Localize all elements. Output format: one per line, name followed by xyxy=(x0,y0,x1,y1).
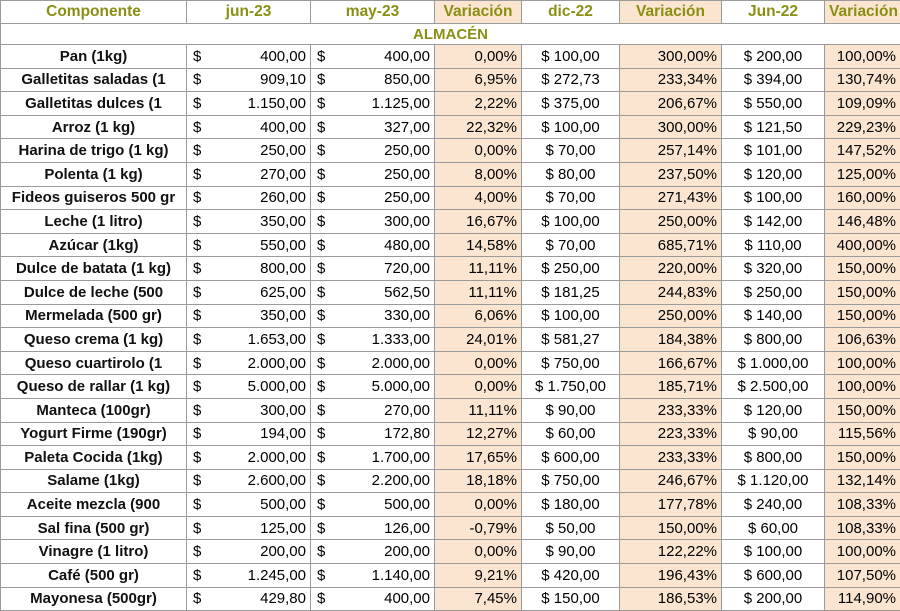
jun-22-value-cell[interactable]: $ 800,00 xyxy=(722,446,825,470)
variacion-1-cell[interactable]: 18,18% xyxy=(435,469,522,493)
variacion-2-cell[interactable]: 122,22% xyxy=(620,540,722,564)
variacion-3-cell[interactable]: 115,56% xyxy=(825,422,900,446)
variacion-2-cell[interactable]: 233,34% xyxy=(620,68,722,92)
currency-symbol[interactable]: $ xyxy=(311,516,341,540)
row-name-cell[interactable]: Sal fina (500 gr) xyxy=(1,516,187,540)
currency-symbol[interactable]: $ xyxy=(311,233,341,257)
variacion-1-cell[interactable]: 0,00% xyxy=(435,493,522,517)
jun-22-value-cell[interactable]: $ 101,00 xyxy=(722,139,825,163)
row-name-cell[interactable]: Vinagre (1 litro) xyxy=(1,540,187,564)
variacion-1-cell[interactable]: 9,21% xyxy=(435,564,522,588)
table-row xyxy=(1,45,900,69)
currency-symbol[interactable]: $ xyxy=(311,469,341,493)
jun-23-value-cell[interactable]: 800,00 xyxy=(217,257,311,281)
jun-22-value-cell[interactable]: $ 140,00 xyxy=(722,304,825,328)
dic-22-value-cell[interactable]: $ 50,00 xyxy=(522,516,620,540)
row-name-cell[interactable]: Dulce de leche (500 xyxy=(1,280,187,304)
variacion-2-cell[interactable]: 300,00% xyxy=(620,115,722,139)
dic-22-value-cell[interactable]: $ 750,00 xyxy=(522,351,620,375)
variacion-1-cell[interactable]: -0,79% xyxy=(435,516,522,540)
variacion-2-cell[interactable]: 233,33% xyxy=(620,446,722,470)
dic-22-value-cell[interactable]: $ 100,00 xyxy=(522,304,620,328)
jun-22-value-cell[interactable]: $ 121,50 xyxy=(722,115,825,139)
table-row xyxy=(1,210,900,234)
table-row xyxy=(1,162,900,186)
variacion-1-cell[interactable]: 7,45% xyxy=(435,587,522,611)
table-row xyxy=(1,587,900,611)
variacion-1-cell[interactable]: 6,95% xyxy=(435,68,522,92)
jun-23-value-cell[interactable]: 500,00 xyxy=(217,493,311,517)
row-name-cell[interactable]: Harina de trigo (1 kg) xyxy=(1,139,187,163)
currency-symbol[interactable]: $ xyxy=(187,493,217,517)
dic-22-value-cell[interactable]: $ 750,00 xyxy=(522,469,620,493)
jun-22-value-cell[interactable]: $ 250,00 xyxy=(722,280,825,304)
jun-22-value-cell[interactable]: $ 1.000,00 xyxy=(722,351,825,375)
dic-22-value-cell[interactable]: $ 180,00 xyxy=(522,493,620,517)
jun-22-value-cell[interactable]: $ 394,00 xyxy=(722,68,825,92)
variacion-3-cell[interactable]: 108,33% xyxy=(825,516,900,540)
jun-22-value-cell[interactable]: $ 2.500,00 xyxy=(722,375,825,399)
currency-symbol[interactable]: $ xyxy=(311,304,341,328)
variacion-1-cell[interactable]: 16,67% xyxy=(435,210,522,234)
row-name-cell[interactable]: Arroz (1 kg) xyxy=(1,115,187,139)
jun-23-value-cell[interactable]: 350,00 xyxy=(217,210,311,234)
currency-symbol[interactable]: $ xyxy=(187,210,217,234)
variacion-1-cell[interactable]: 0,00% xyxy=(435,351,522,375)
row-name-cell[interactable]: Dulce de batata (1 kg) xyxy=(1,257,187,281)
currency-symbol[interactable]: $ xyxy=(311,257,341,281)
header-dic-22[interactable]: dic-22 xyxy=(522,1,620,24)
may-23-value-cell[interactable]: 1.700,00 xyxy=(341,446,435,470)
jun-23-value-cell[interactable]: 2.000,00 xyxy=(217,351,311,375)
row-name-cell[interactable]: Queso de rallar (1 kg) xyxy=(1,375,187,399)
table-row xyxy=(1,422,900,446)
table-row xyxy=(1,328,900,352)
variacion-2-cell[interactable]: 250,00% xyxy=(620,210,722,234)
may-23-value-cell[interactable]: 172,80 xyxy=(341,422,435,446)
dic-22-value-cell[interactable]: $ 60,00 xyxy=(522,422,620,446)
section-row xyxy=(1,24,900,45)
may-23-value-cell[interactable]: 500,00 xyxy=(341,493,435,517)
variacion-2-cell[interactable]: 244,83% xyxy=(620,280,722,304)
currency-symbol[interactable]: $ xyxy=(187,115,217,139)
jun-22-value-cell[interactable]: $ 320,00 xyxy=(722,257,825,281)
table-row xyxy=(1,115,900,139)
row-name-cell[interactable]: Mayonesa (500gr) xyxy=(1,587,187,611)
dic-22-value-cell[interactable]: $ 581,27 xyxy=(522,328,620,352)
jun-23-value-cell[interactable]: 200,00 xyxy=(217,540,311,564)
dic-22-value-cell[interactable]: $ 70,00 xyxy=(522,186,620,210)
jun-22-value-cell[interactable]: $ 240,00 xyxy=(722,493,825,517)
may-23-value-cell[interactable]: 1.140,00 xyxy=(341,564,435,588)
variacion-3-cell[interactable]: 150,00% xyxy=(825,280,900,304)
row-name-cell[interactable]: Yogurt Firme (190gr) xyxy=(1,422,187,446)
variacion-2-cell[interactable]: 220,00% xyxy=(620,257,722,281)
table-row xyxy=(1,516,900,540)
currency-symbol[interactable]: $ xyxy=(187,45,217,69)
row-name-cell[interactable]: Pan (1kg) xyxy=(1,45,187,69)
currency-symbol[interactable]: $ xyxy=(311,493,341,517)
jun-23-value-cell[interactable]: 300,00 xyxy=(217,398,311,422)
may-23-value-cell[interactable]: 480,00 xyxy=(341,233,435,257)
variacion-2-cell[interactable]: 166,67% xyxy=(620,351,722,375)
jun-23-value-cell[interactable]: 1.245,00 xyxy=(217,564,311,588)
variacion-1-cell[interactable]: 11,11% xyxy=(435,280,522,304)
variacion-2-cell[interactable]: 177,78% xyxy=(620,493,722,517)
jun-23-value-cell[interactable]: 2.000,00 xyxy=(217,446,311,470)
table-row xyxy=(1,139,900,163)
table-row xyxy=(1,564,900,588)
currency-symbol[interactable]: $ xyxy=(311,210,341,234)
jun-23-value-cell[interactable]: 270,00 xyxy=(217,162,311,186)
variacion-3-cell[interactable]: 100,00% xyxy=(825,540,900,564)
variacion-3-cell[interactable]: 132,14% xyxy=(825,469,900,493)
currency-symbol[interactable]: $ xyxy=(187,375,217,399)
row-name-cell[interactable]: Mermelada (500 gr) xyxy=(1,304,187,328)
variacion-1-cell[interactable]: 0,00% xyxy=(435,45,522,69)
section-title[interactable]: ALMACÉN xyxy=(1,24,900,45)
dic-22-value-cell[interactable]: $ 420,00 xyxy=(522,564,620,588)
variacion-3-cell[interactable]: 100,00% xyxy=(825,351,900,375)
may-23-value-cell[interactable]: 200,00 xyxy=(341,540,435,564)
variacion-1-cell[interactable]: 4,00% xyxy=(435,186,522,210)
currency-symbol[interactable]: $ xyxy=(311,328,341,352)
variacion-2-cell[interactable]: 233,33% xyxy=(620,398,722,422)
currency-symbol[interactable]: $ xyxy=(187,422,217,446)
table-row xyxy=(1,304,900,328)
dic-22-value-cell[interactable]: $ 181,25 xyxy=(522,280,620,304)
may-23-value-cell[interactable]: 720,00 xyxy=(341,257,435,281)
variacion-1-cell[interactable]: 24,01% xyxy=(435,328,522,352)
currency-symbol[interactable]: $ xyxy=(311,92,341,116)
currency-symbol[interactable]: $ xyxy=(187,68,217,92)
jun-23-value-cell[interactable]: 909,10 xyxy=(217,68,311,92)
currency-symbol[interactable]: $ xyxy=(187,351,217,375)
currency-symbol[interactable]: $ xyxy=(311,45,341,69)
dic-22-value-cell[interactable]: $ 80,00 xyxy=(522,162,620,186)
may-23-value-cell[interactable]: 250,00 xyxy=(341,186,435,210)
currency-symbol[interactable]: $ xyxy=(187,469,217,493)
jun-23-value-cell[interactable]: 625,00 xyxy=(217,280,311,304)
currency-symbol[interactable]: $ xyxy=(311,375,341,399)
currency-symbol[interactable]: $ xyxy=(187,564,217,588)
jun-22-value-cell[interactable]: $ 800,00 xyxy=(722,328,825,352)
currency-symbol[interactable]: $ xyxy=(311,398,341,422)
dic-22-value-cell[interactable]: $ 100,00 xyxy=(522,45,620,69)
variacion-1-cell[interactable]: 12,27% xyxy=(435,422,522,446)
variacion-3-cell[interactable]: 114,90% xyxy=(825,587,900,611)
dic-22-value-cell[interactable]: $ 600,00 xyxy=(522,446,620,470)
dic-22-value-cell[interactable]: $ 272,73 xyxy=(522,68,620,92)
currency-symbol[interactable]: $ xyxy=(187,257,217,281)
variacion-3-cell[interactable]: 160,00% xyxy=(825,186,900,210)
jun-23-value-cell[interactable]: 429,80 xyxy=(217,587,311,611)
jun-23-value-cell[interactable]: 250,00 xyxy=(217,139,311,163)
variacion-2-cell[interactable]: 246,67% xyxy=(620,469,722,493)
variacion-2-cell[interactable]: 196,43% xyxy=(620,564,722,588)
variacion-3-cell[interactable]: 109,09% xyxy=(825,92,900,116)
currency-symbol[interactable]: $ xyxy=(187,328,217,352)
may-23-value-cell[interactable]: 250,00 xyxy=(341,139,435,163)
may-23-value-cell[interactable]: 126,00 xyxy=(341,516,435,540)
row-name-cell[interactable]: Café (500 gr) xyxy=(1,564,187,588)
row-name-cell[interactable]: Galletitas saladas (1 xyxy=(1,68,187,92)
table-row xyxy=(1,446,900,470)
jun-23-value-cell[interactable]: 400,00 xyxy=(217,115,311,139)
table-row xyxy=(1,280,900,304)
currency-symbol[interactable]: $ xyxy=(311,564,341,588)
jun-22-value-cell[interactable]: $ 142,00 xyxy=(722,210,825,234)
variacion-3-cell[interactable]: 150,00% xyxy=(825,257,900,281)
currency-symbol[interactable]: $ xyxy=(187,587,217,611)
currency-symbol[interactable]: $ xyxy=(311,351,341,375)
table-row xyxy=(1,398,900,422)
jun-22-value-cell[interactable]: $ 60,00 xyxy=(722,516,825,540)
header-jun-22[interactable]: Jun-22 xyxy=(722,1,825,24)
variacion-1-cell[interactable]: 22,32% xyxy=(435,115,522,139)
table-row xyxy=(1,540,900,564)
jun-23-value-cell[interactable]: 1.150,00 xyxy=(217,92,311,116)
variacion-2-cell[interactable]: 223,33% xyxy=(620,422,722,446)
variacion-1-cell[interactable]: 11,11% xyxy=(435,398,522,422)
header-componente[interactable]: Componente xyxy=(1,1,187,24)
jun-22-value-cell[interactable]: $ 100,00 xyxy=(722,186,825,210)
dic-22-value-cell[interactable]: $ 250,00 xyxy=(522,257,620,281)
currency-symbol[interactable]: $ xyxy=(187,280,217,304)
row-name-cell[interactable]: Queso cuartirolo (1 xyxy=(1,351,187,375)
may-23-value-cell[interactable]: 330,00 xyxy=(341,304,435,328)
variacion-1-cell[interactable]: 0,00% xyxy=(435,375,522,399)
may-23-value-cell[interactable]: 562,50 xyxy=(341,280,435,304)
dic-22-value-cell[interactable]: $ 375,00 xyxy=(522,92,620,116)
jun-23-value-cell[interactable]: 350,00 xyxy=(217,304,311,328)
variacion-1-cell[interactable]: 2,22% xyxy=(435,92,522,116)
dic-22-value-cell[interactable]: $ 90,00 xyxy=(522,398,620,422)
table-row xyxy=(1,257,900,281)
may-23-value-cell[interactable]: 5.000,00 xyxy=(341,375,435,399)
jun-23-value-cell[interactable]: 260,00 xyxy=(217,186,311,210)
jun-23-value-cell[interactable]: 2.600,00 xyxy=(217,469,311,493)
header-variacion-2[interactable]: Variación xyxy=(620,1,722,24)
variacion-2-cell[interactable]: 271,43% xyxy=(620,186,722,210)
currency-symbol[interactable]: $ xyxy=(187,304,217,328)
currency-symbol[interactable]: $ xyxy=(187,139,217,163)
jun-22-value-cell[interactable]: $ 110,00 xyxy=(722,233,825,257)
may-23-value-cell[interactable]: 2.200,00 xyxy=(341,469,435,493)
table-row xyxy=(1,92,900,116)
row-name-cell[interactable]: Salame (1kg) xyxy=(1,469,187,493)
variacion-3-cell[interactable]: 106,63% xyxy=(825,328,900,352)
variacion-3-cell[interactable]: 100,00% xyxy=(825,45,900,69)
dic-22-value-cell[interactable]: $ 100,00 xyxy=(522,210,620,234)
row-name-cell[interactable]: Paleta Cocida (1kg) xyxy=(1,446,187,470)
jun-23-value-cell[interactable]: 1.653,00 xyxy=(217,328,311,352)
dic-22-value-cell[interactable]: $ 70,00 xyxy=(522,139,620,163)
currency-symbol[interactable]: $ xyxy=(187,233,217,257)
variacion-2-cell[interactable]: 150,00% xyxy=(620,516,722,540)
currency-symbol[interactable]: $ xyxy=(311,422,341,446)
variacion-3-cell[interactable]: 150,00% xyxy=(825,398,900,422)
variacion-3-cell[interactable]: 108,33% xyxy=(825,493,900,517)
may-23-value-cell[interactable]: 300,00 xyxy=(341,210,435,234)
may-23-value-cell[interactable]: 270,00 xyxy=(341,398,435,422)
variacion-2-cell[interactable]: 300,00% xyxy=(620,45,722,69)
jun-23-value-cell[interactable]: 5.000,00 xyxy=(217,375,311,399)
may-23-value-cell[interactable]: 327,00 xyxy=(341,115,435,139)
variacion-1-cell[interactable]: 14,58% xyxy=(435,233,522,257)
variacion-3-cell[interactable]: 150,00% xyxy=(825,304,900,328)
variacion-2-cell[interactable]: 185,71% xyxy=(620,375,722,399)
jun-22-value-cell[interactable]: $ 100,00 xyxy=(722,540,825,564)
currency-symbol[interactable]: $ xyxy=(311,446,341,470)
jun-22-value-cell[interactable]: $ 200,00 xyxy=(722,45,825,69)
variacion-2-cell[interactable]: 184,38% xyxy=(620,328,722,352)
row-name-cell[interactable]: Leche (1 litro) xyxy=(1,210,187,234)
jun-22-value-cell[interactable]: $ 1.120,00 xyxy=(722,469,825,493)
row-name-cell[interactable]: Aceite mezcla (900 xyxy=(1,493,187,517)
header-row xyxy=(1,1,900,24)
currency-symbol[interactable]: $ xyxy=(187,516,217,540)
jun-23-value-cell[interactable]: 125,00 xyxy=(217,516,311,540)
jun-22-value-cell[interactable]: $ 120,00 xyxy=(722,162,825,186)
may-23-value-cell[interactable]: 2.000,00 xyxy=(341,351,435,375)
header-variacion-3[interactable]: Variación xyxy=(825,1,900,24)
row-name-cell[interactable]: Polenta (1 kg) xyxy=(1,162,187,186)
header-variacion-1[interactable]: Variación xyxy=(435,1,522,24)
variacion-2-cell[interactable]: 206,67% xyxy=(620,92,722,116)
dic-22-value-cell[interactable]: $ 150,00 xyxy=(522,587,620,611)
currency-symbol[interactable]: $ xyxy=(187,162,217,186)
jun-22-value-cell[interactable]: $ 120,00 xyxy=(722,398,825,422)
currency-symbol[interactable]: $ xyxy=(311,540,341,564)
currency-symbol[interactable]: $ xyxy=(187,446,217,470)
table-row xyxy=(1,351,900,375)
variacion-3-cell[interactable]: 107,50% xyxy=(825,564,900,588)
table-row xyxy=(1,68,900,92)
currency-symbol[interactable]: $ xyxy=(187,92,217,116)
variacion-3-cell[interactable]: 100,00% xyxy=(825,375,900,399)
may-23-value-cell[interactable]: 400,00 xyxy=(341,45,435,69)
variacion-3-cell[interactable]: 147,52% xyxy=(825,139,900,163)
currency-symbol[interactable]: $ xyxy=(187,540,217,564)
may-23-value-cell[interactable]: 1.125,00 xyxy=(341,92,435,116)
table-row xyxy=(1,375,900,399)
variacion-1-cell[interactable]: 0,00% xyxy=(435,139,522,163)
variacion-3-cell[interactable]: 400,00% xyxy=(825,233,900,257)
row-name-cell[interactable]: Manteca (100gr) xyxy=(1,398,187,422)
variacion-2-cell[interactable]: 250,00% xyxy=(620,304,722,328)
variacion-3-cell[interactable]: 146,48% xyxy=(825,210,900,234)
variacion-1-cell[interactable]: 0,00% xyxy=(435,540,522,564)
jun-22-value-cell[interactable]: $ 550,00 xyxy=(722,92,825,116)
row-name-cell[interactable]: Fideos guiseros 500 gr xyxy=(1,186,187,210)
currency-symbol[interactable]: $ xyxy=(311,186,341,210)
may-23-value-cell[interactable]: 400,00 xyxy=(341,587,435,611)
variacion-3-cell[interactable]: 130,74% xyxy=(825,68,900,92)
currency-symbol[interactable]: $ xyxy=(311,139,341,163)
jun-22-value-cell[interactable]: $ 200,00 xyxy=(722,587,825,611)
jun-23-value-cell[interactable]: 400,00 xyxy=(217,45,311,69)
currency-symbol[interactable]: $ xyxy=(187,398,217,422)
currency-symbol[interactable]: $ xyxy=(311,280,341,304)
table-row xyxy=(1,469,900,493)
variacion-2-cell[interactable]: 237,50% xyxy=(620,162,722,186)
row-name-cell[interactable]: Galletitas dulces (1 xyxy=(1,92,187,116)
variacion-3-cell[interactable]: 150,00% xyxy=(825,446,900,470)
currency-symbol[interactable]: $ xyxy=(311,587,341,611)
jun-23-value-cell[interactable]: 550,00 xyxy=(217,233,311,257)
variacion-1-cell[interactable]: 6,06% xyxy=(435,304,522,328)
currency-symbol[interactable]: $ xyxy=(311,68,341,92)
jun-23-value-cell[interactable]: 194,00 xyxy=(217,422,311,446)
row-name-cell[interactable]: Queso crema (1 kg) xyxy=(1,328,187,352)
dic-22-value-cell[interactable]: $ 70,00 xyxy=(522,233,620,257)
variacion-1-cell[interactable]: 8,00% xyxy=(435,162,522,186)
table-row xyxy=(1,493,900,517)
dic-22-value-cell[interactable]: $ 90,00 xyxy=(522,540,620,564)
variacion-1-cell[interactable]: 17,65% xyxy=(435,446,522,470)
variacion-2-cell[interactable]: 186,53% xyxy=(620,587,722,611)
variacion-3-cell[interactable]: 125,00% xyxy=(825,162,900,186)
dic-22-value-cell[interactable]: $ 1.750,00 xyxy=(522,375,620,399)
row-name-cell[interactable]: Azúcar (1kg) xyxy=(1,233,187,257)
variacion-1-cell[interactable]: 11,11% xyxy=(435,257,522,281)
currency-symbol[interactable]: $ xyxy=(311,115,341,139)
header-may-23[interactable]: may-23 xyxy=(311,1,435,24)
may-23-value-cell[interactable]: 850,00 xyxy=(341,68,435,92)
header-jun-23[interactable]: jun-23 xyxy=(187,1,311,24)
variacion-2-cell[interactable]: 257,14% xyxy=(620,139,722,163)
jun-22-value-cell[interactable]: $ 90,00 xyxy=(722,422,825,446)
jun-22-value-cell[interactable]: $ 600,00 xyxy=(722,564,825,588)
table-row xyxy=(1,186,900,210)
dic-22-value-cell[interactable]: $ 100,00 xyxy=(522,115,620,139)
currency-symbol[interactable]: $ xyxy=(187,186,217,210)
table-row xyxy=(1,233,900,257)
variacion-3-cell[interactable]: 229,23% xyxy=(825,115,900,139)
variacion-2-cell[interactable]: 685,71% xyxy=(620,233,722,257)
may-23-value-cell[interactable]: 250,00 xyxy=(341,162,435,186)
currency-symbol[interactable]: $ xyxy=(311,162,341,186)
may-23-value-cell[interactable]: 1.333,00 xyxy=(341,328,435,352)
